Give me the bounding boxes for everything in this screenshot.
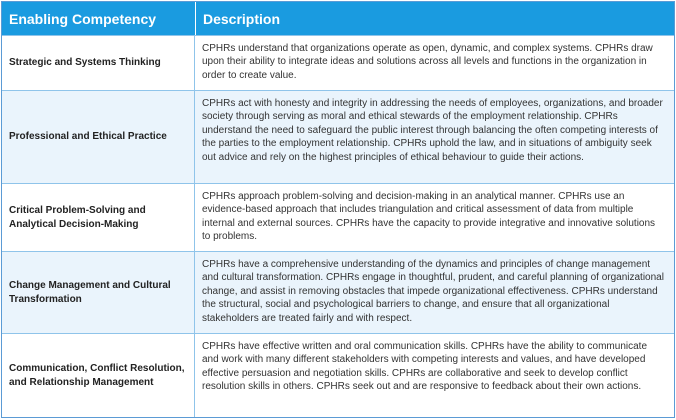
description-cell: CPHRs have effective written and oral communication skills. CPHRs have the ability to communicate and work with many different stakeholders with competing interests and values, and have developed effective persuasion and negotiation skills. CPHRs are collaborative and seek to develop conflict resolution skills in others. CPHRs seek out and are responsive to feedback about their own actions.	[195, 333, 674, 417]
description-cell: CPHRs act with honesty and integrity in addressing the needs of employees, organizations, and broader society through serving as moral and ethical stewards of the employment relationship. CPHRs understand the need to safeguard the public interest through balancing the often competing interests of the parties to the employment relationship. CPHRs uphold the law, and in situations of ambiguity seek out advice and rely on the highest principles of ethical behaviour to guide their actions.	[195, 90, 674, 183]
competency-cell: Professional and Ethical Practice	[2, 90, 195, 183]
competency-table	[1, 1, 675, 418]
description-cell: CPHRs approach problem-solving and decision-making in an analytical manner. CPHRs use an evidence-based approach that includes triangulation and critical assessment of data from multiple internal and external sources. CPHRs have the capacity to provide integrative and innovative solutions to problems.	[195, 183, 674, 251]
description-cell: CPHRs understand that organizations operate as open, dynamic, and complex systems. CPHRs draw upon their ability to integrate ideas and solutions across all levels and functions in the organization in order to create value.	[195, 35, 674, 90]
competency-cell: Strategic and Systems Thinking	[2, 35, 195, 90]
description-cell: CPHRs have a comprehensive understanding of the dynamics and principles of change management and cultural transformation. CPHRs engage in thoughtful, prudent, and careful planning of organizational change, and assist in removing obstacles that impede organizational effectiveness. CPHRs understand the structural, social and psychological barriers to change, and ensure that all organizational stakeholders are treated fairly and with respect.	[195, 251, 674, 333]
header-enabling-competency: Enabling Competency	[2, 2, 195, 35]
competency-cell: Critical Problem-Solving and Analytical Decision-Making	[2, 183, 195, 251]
header-description: Description	[195, 2, 674, 35]
competency-cell: Communication, Conflict Resolution, and Relationship Management	[2, 333, 195, 417]
competency-cell: Change Management and Cultural Transformation	[2, 251, 195, 333]
